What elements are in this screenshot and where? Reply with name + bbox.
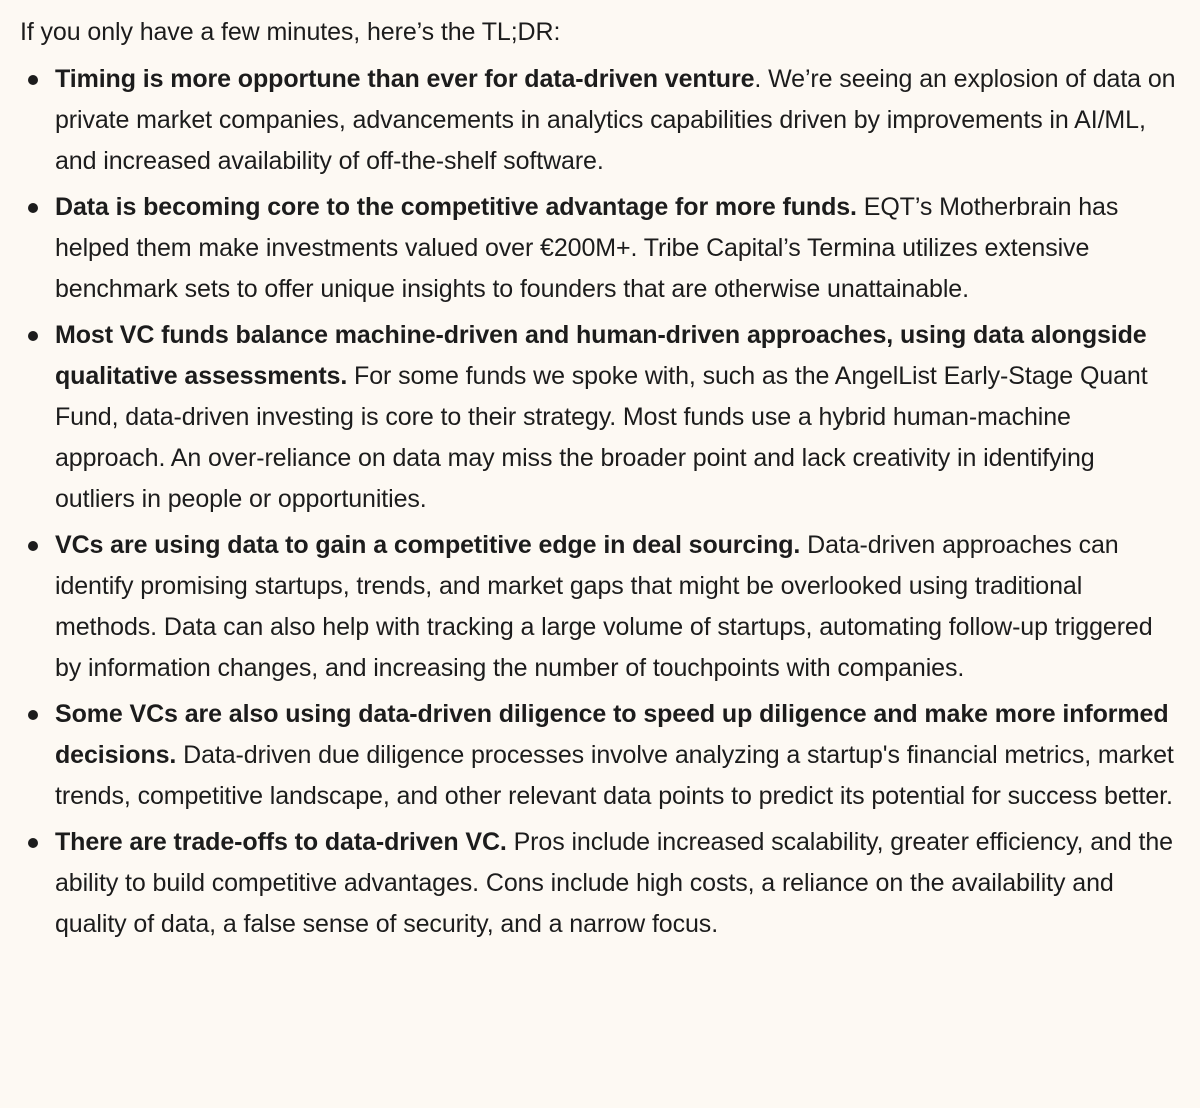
list-item: [20, 187, 1180, 310]
bullet-lead: VCs are using data to gain a competitive edge in deal sourcing.: [55, 531, 801, 559]
bullet-body: EQT’s Motherbrain has helped them make investments valued over €200M+. Tribe Capital’s Termina utilizes extensive benchmark sets to offer unique insights to founders that are otherwise unattainable.: [55, 193, 1119, 303]
list-item: [20, 315, 1180, 520]
bullet-dot-icon: [28, 203, 38, 213]
bullet-dot-icon: [28, 710, 38, 720]
bullet-dot-icon: [28, 838, 38, 848]
bullet-dot-icon: [28, 541, 38, 551]
intro-text: If you only have a few minutes, here’s the TL;DR:: [20, 18, 561, 46]
bullet-body: Pros include increased scalability, greater efficiency, and the ability to build competitive advantages. Cons include high costs, a reliance on the availability and quality of data, a false sense of security, and a narrow focus.: [55, 828, 1173, 938]
list-item: [20, 59, 1180, 182]
bullet-lead: Timing is more opportune than ever for data-driven venture: [55, 65, 755, 93]
bullet-dot-icon: [28, 331, 38, 341]
list-item: [20, 525, 1180, 689]
bullet-lead: There are trade-offs to data-driven VC.: [55, 828, 507, 856]
bullet-lead: Most VC funds balance machine-driven and human-driven approaches, using data alongside qualitative assessments.: [55, 321, 1147, 390]
list-item: [20, 822, 1180, 945]
bullet-lead: Data is becoming core to the competitive advantage for more funds.: [55, 193, 857, 221]
bullet-body: For some funds we spoke with, such as the AngelList Early-Stage Quant Fund, data-driven investing is core to their strategy. Most funds use a hybrid human-machine approach. An over-reliance on data may miss the broader point and lack creativity in identifying outliers in people or opportunities.: [55, 362, 1148, 513]
bullet-dot-icon: [28, 75, 38, 85]
bullet-lead: Some VCs are also using data-driven diligence to speed up diligence and make more informed decisions.: [55, 700, 1169, 769]
bullet-body: Data-driven due diligence processes involve analyzing a startup's financial metrics, market trends, competitive landscape, and other relevant data points to predict its potential for success better.: [55, 741, 1174, 810]
list-item: [20, 694, 1180, 817]
bullet-body: . We’re seeing an explosion of data on private market companies, advancements in analytics capabilities driven by improvements in AI/ML, and increased availability of off-the-shelf software.: [55, 65, 1176, 175]
tldr-list: [20, 59, 1180, 945]
bullet-body: Data-driven approaches can identify promising startups, trends, and market gaps that might be overlooked using traditional methods. Data can also help with tracking a large volume of startups, automating follow-up triggered by information changes, and increasing the number of touchpoints with companies.: [55, 531, 1153, 682]
